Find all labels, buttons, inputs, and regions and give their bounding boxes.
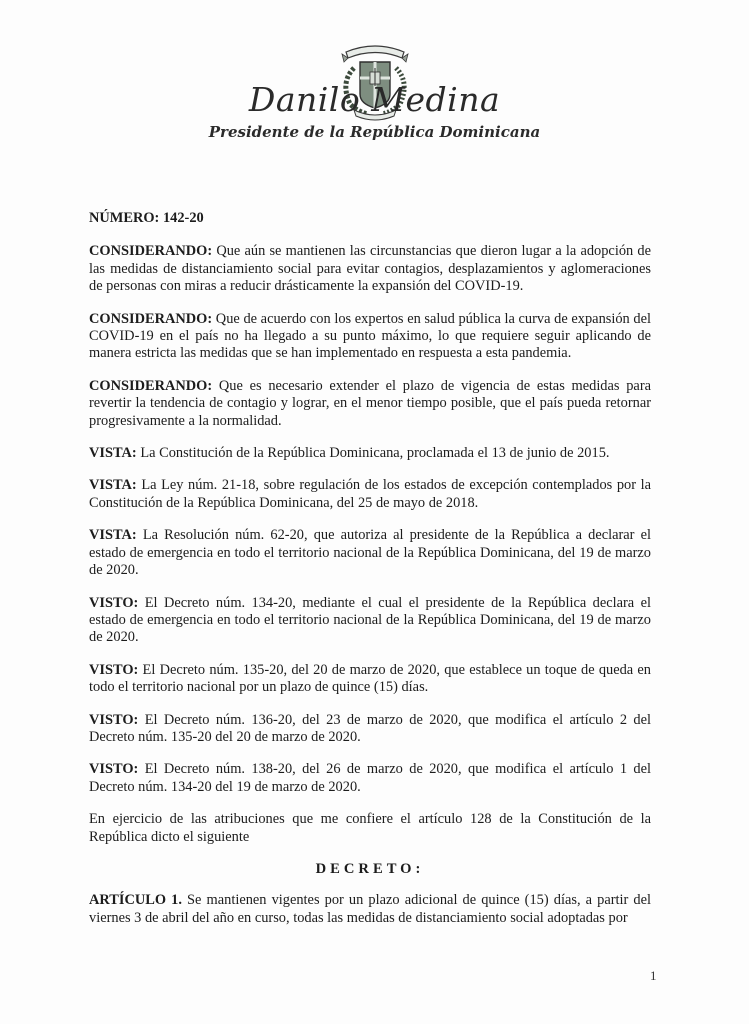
letterhead-title: Presidente de la República Dominicana bbox=[208, 123, 541, 141]
decree-number-label: NÚMERO: bbox=[89, 210, 160, 226]
vista-3 bbox=[89, 527, 651, 579]
paragraph-lead: VISTO: bbox=[89, 711, 139, 728]
letterhead-name: Danilo Medina bbox=[248, 80, 501, 119]
paragraph-text: El Decreto núm. 138-20, del 26 de marzo de 2020, que modifica el artículo 1 del Decreto núm. 134-20 del 19 de marzo de 2020. bbox=[89, 761, 651, 795]
decreto-heading: DECRETO: bbox=[315, 860, 425, 877]
paragraph-lead: VISTA: bbox=[89, 445, 137, 462]
paragraph-lead: VISTO: bbox=[89, 594, 139, 611]
article-text: Se mantienen vigentes por un plazo adicional de quince (15) días, a partir del viernes 3 de abril del año en curso, todas las medidas de distanciamiento social adoptadas por bbox=[89, 892, 651, 926]
paragraph-text: Que de acuerdo con los expertos en salud pública la curva de expansión del COVID-19 en el país no ha llegado a su punto máximo, lo que requiere seguir aplicando de manera estricta las medidas que se han implementado en respuesta a esta pandemia. bbox=[89, 310, 651, 362]
document-body bbox=[89, 210, 651, 942]
decree-number-value: 142-20 bbox=[162, 210, 204, 226]
paragraph-text: Que aún se mantienen las circunstancias que dieron lugar a la adopción de las medidas de distanciamiento social para evitar contagios, desplazamientos y aglomeraciones de personas con miras a reducir drásticamente la expansión del COVID-19. bbox=[89, 243, 651, 295]
paragraph-lead: VISTO: bbox=[89, 761, 139, 778]
considerando-2 bbox=[89, 311, 651, 363]
visto-3 bbox=[89, 712, 651, 747]
paragraph-text: La Resolución núm. 62-20, que autoriza al presidente de la República a declarar el estado de emergencia en todo el territorio nacional de la República Dominicana, del 19 de marzo de 2020. bbox=[89, 527, 651, 579]
visto-2 bbox=[89, 662, 651, 697]
paragraph-lead: CONSIDERANDO: bbox=[89, 310, 213, 327]
visto-1 bbox=[89, 595, 651, 647]
paragraph-lead: CONSIDERANDO: bbox=[89, 377, 213, 394]
considerando-3 bbox=[89, 378, 651, 430]
article-lead: ARTÍCULO 1. bbox=[89, 892, 182, 909]
decree-number bbox=[89, 210, 651, 227]
paragraph-text: El Decreto núm. 135-20, del 20 de marzo de 2020, que establece un toque de queda en todo el territorio nacional por un plazo de quince (15) días. bbox=[89, 661, 651, 696]
paragraph-text: Que es necesario extender el plazo de vigencia de estas medidas para revertir la tendencia de contagio y lograr, en el menor tiempo posible, que el país pueda retornar progresivamente a la normalidad. bbox=[89, 377, 651, 429]
paragraph-lead: CONSIDERANDO: bbox=[89, 243, 213, 260]
ejercicio-paragraph: En ejercicio de las atribuciones que me confiere el artículo 128 de la Constitución de la República dicto el siguiente bbox=[89, 811, 651, 845]
articulo-1 bbox=[89, 892, 651, 927]
paragraph-text: La Ley núm. 21-18, sobre regulación de los estados de excepción contemplados por la Constitución de la República Dominicana, del 25 de mayo de 2018. bbox=[89, 477, 651, 511]
paragraph-lead: VISTA: bbox=[89, 477, 137, 494]
paragraph-text: La Constitución de la República Dominicana, proclamada el 13 de junio de 2015. bbox=[136, 445, 610, 462]
vista-1 bbox=[89, 445, 651, 462]
considerando-1 bbox=[89, 243, 651, 295]
paragraph-lead: VISTO: bbox=[89, 661, 139, 678]
vista-2 bbox=[89, 477, 651, 512]
paragraph-text: El Decreto núm. 134-20, mediante el cual el presidente de la República declara el estado de emergencia en todo el territorio nacional de la República Dominicana, del 19 de marzo de 2020. bbox=[89, 594, 651, 646]
paragraph-lead: VISTA: bbox=[89, 527, 137, 544]
paragraph-text: El Decreto núm. 136-20, del 23 de marzo de 2020, que modifica el artículo 2 del Decreto núm. 135-20 del 20 de marzo de 2020. bbox=[89, 711, 651, 745]
page-number: 1 bbox=[650, 968, 657, 983]
visto-4 bbox=[89, 761, 651, 796]
